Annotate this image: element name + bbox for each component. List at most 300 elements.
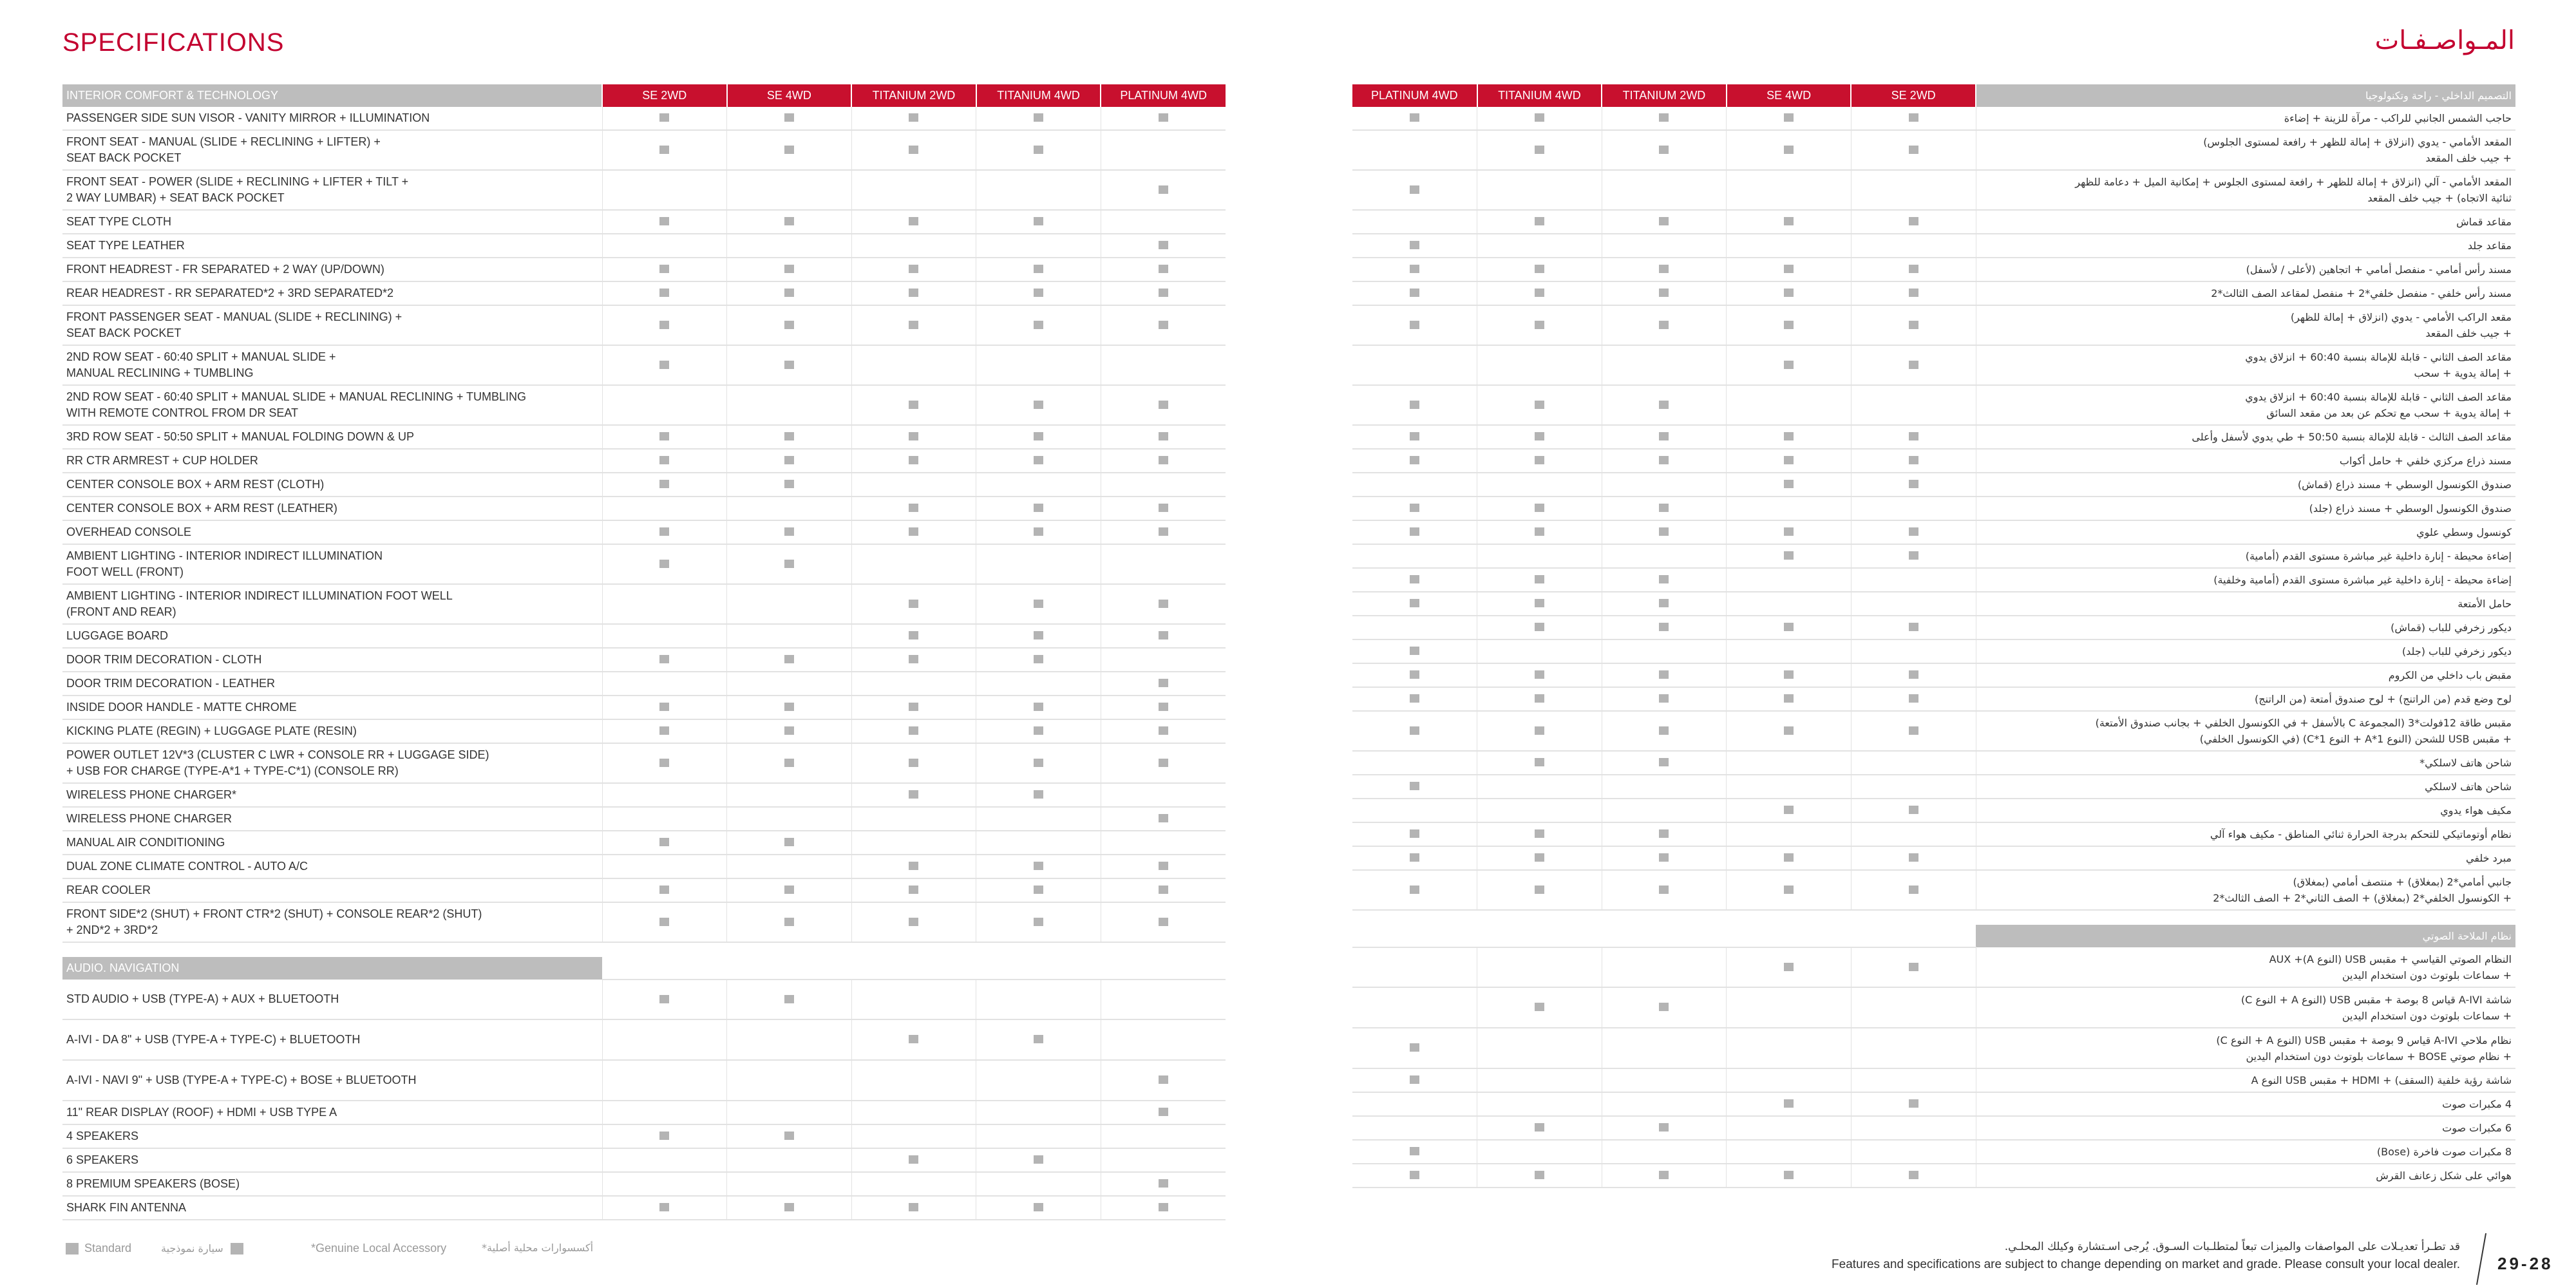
grade-cell xyxy=(1602,846,1727,870)
grade-cell xyxy=(602,258,727,281)
standard-mark-icon xyxy=(1659,1123,1669,1132)
grade-cell xyxy=(602,170,727,210)
grade-cell xyxy=(1352,130,1477,170)
standard-mark-icon xyxy=(1784,623,1794,631)
grade-cell xyxy=(602,345,727,385)
standard-mark-icon xyxy=(909,726,918,735)
grade-cell xyxy=(1602,687,1727,711)
table-row xyxy=(62,902,1226,942)
standard-mark-icon xyxy=(1410,829,1419,838)
grade-cell xyxy=(1352,1164,1477,1188)
grade-cell xyxy=(1101,305,1226,345)
feature-label: المقعد الأمامي - يدوي (انزلاق + إمالة للظهر + رافعة لمستوى الجلوس) + جيب خلف المقعد xyxy=(1976,130,2515,170)
grade-cell xyxy=(1602,799,1727,822)
feature-label: DOOR TRIM DECORATION - CLOTH xyxy=(62,648,602,672)
grade-cell xyxy=(727,719,852,743)
section-gap xyxy=(62,942,1226,957)
grade-cell xyxy=(1602,639,1727,663)
table-row xyxy=(62,1019,1226,1060)
grade-cell xyxy=(1352,1068,1477,1092)
feature-label: 11" REAR DISPLAY (ROOF) + HDMI + USB TYPE A xyxy=(62,1101,602,1124)
grade-cell xyxy=(1727,663,1852,687)
grade-cell xyxy=(1727,1068,1852,1092)
grade-cell xyxy=(1851,775,1976,799)
table-row xyxy=(62,1172,1226,1196)
standard-mark-icon xyxy=(1659,575,1669,583)
footer-divider xyxy=(2476,1233,2486,1285)
standard-mark-icon xyxy=(1159,432,1168,440)
grade-cell xyxy=(727,107,852,130)
table-row xyxy=(1352,1116,2515,1140)
grade-cell xyxy=(851,855,976,878)
grade-cell xyxy=(1477,987,1602,1028)
feature-label: مسند رأس أمامي - منفصل أمامي + اتجاهين (لأعلى / لأسفل) xyxy=(1976,258,2515,281)
grade-cell xyxy=(1851,1092,1976,1116)
grade-cell xyxy=(602,902,727,942)
standard-mark-icon xyxy=(1410,647,1419,655)
grade-cell xyxy=(1477,947,1602,987)
standard-mark-icon xyxy=(1410,694,1419,703)
grade-cell xyxy=(1602,775,1727,799)
grade-header: TITANIUM 2WD xyxy=(851,84,976,107)
standard-mark-icon xyxy=(1659,217,1669,225)
standard-mark-icon xyxy=(784,886,794,894)
grade-cell xyxy=(851,743,976,783)
grade-cell xyxy=(727,497,852,520)
grade-cell xyxy=(602,1060,727,1101)
grade-cell xyxy=(727,385,852,425)
feature-label: صندوق الكونسول الوسطي + مسند ذراع (قماش) xyxy=(1976,473,2515,497)
standard-mark-icon xyxy=(1410,527,1419,536)
grade-cell xyxy=(1477,1068,1602,1092)
standard-mark-icon xyxy=(909,504,918,512)
table-row xyxy=(62,696,1226,719)
grade-cell xyxy=(1101,672,1226,696)
feature-label: AMBIENT LIGHTING - INTERIOR INDIRECT ILLUMINATION FOOT WELL (FRONT AND REAR) xyxy=(62,584,602,624)
standard-mark-icon xyxy=(1659,321,1669,329)
grade-cell xyxy=(1851,281,1976,305)
standard-mark-icon xyxy=(659,726,669,735)
grade-cell xyxy=(976,520,1101,544)
standard-mark-icon xyxy=(1784,361,1794,369)
grade-cell xyxy=(1477,1164,1602,1188)
grade-cell xyxy=(976,831,1101,855)
grade-cell xyxy=(1352,258,1477,281)
standard-mark-icon xyxy=(909,790,918,799)
grade-cell xyxy=(1602,449,1727,473)
standard-mark-icon xyxy=(1909,321,1918,329)
grade-cell xyxy=(1851,544,1976,568)
legend-accessory: *Genuine Local Accessory xyxy=(311,1242,447,1255)
feature-label: نظام ملاحي A-IVI قياس 9 بوصة + مقبس USB (النوع A + النوع C) + نظام صوتي BOSE + سماعات بلوتوث دون استخدام اليدين xyxy=(1976,1028,2515,1068)
standard-mark-icon xyxy=(909,321,918,329)
grade-cell xyxy=(1352,385,1477,425)
standard-mark-icon xyxy=(1659,1003,1669,1011)
feature-label: KICKING PLATE (REGIN) + LUGGAGE PLATE (RESIN) xyxy=(62,719,602,743)
grade-cell xyxy=(1851,846,1976,870)
grade-cell xyxy=(1477,751,1602,775)
standard-mark-icon xyxy=(659,527,669,536)
feature-label: مقاعد الصف الثاني - قابلة للإمالة بنسبة 60:40 + انزلاق يدوي + إمالة يدوية + سحب مع تحكم عن بعد من مقعد السائق xyxy=(1976,385,2515,425)
grade-cell xyxy=(1101,1148,1226,1172)
grade-cell xyxy=(1851,497,1976,520)
grade-cell xyxy=(976,1148,1101,1172)
grade-cell xyxy=(1477,385,1602,425)
feature-label: النظام الصوتي القياسي + مقبس USB (النوع A)+ AUX + سماعات بلوتوث دون استخدام اليدين xyxy=(1976,947,2515,987)
grade-cell xyxy=(602,855,727,878)
grade-cell xyxy=(727,696,852,719)
standard-mark-icon xyxy=(1784,289,1794,297)
grade-cell xyxy=(851,648,976,672)
feature-label: DUAL ZONE CLIMATE CONTROL - AUTO A/C xyxy=(62,855,602,878)
grade-cell xyxy=(602,1124,727,1148)
grade-cell xyxy=(1101,783,1226,807)
grade-cell xyxy=(851,1196,976,1220)
grade-cell xyxy=(602,584,727,624)
grade-cell xyxy=(602,473,727,497)
standard-mark-icon xyxy=(1410,599,1419,607)
grade-cell xyxy=(1602,947,1727,987)
grade-cell xyxy=(1477,1028,1602,1068)
grade-cell xyxy=(1727,687,1852,711)
standard-mark-icon xyxy=(1784,527,1794,536)
standard-mark-icon xyxy=(1535,217,1544,225)
table-row xyxy=(1352,234,2515,258)
grade-cell xyxy=(1727,616,1852,639)
grade-cell xyxy=(727,831,852,855)
table-row xyxy=(62,544,1226,584)
grade-cell xyxy=(851,584,976,624)
legend-standard-arabic xyxy=(161,1242,243,1255)
feature-label: مقاعد الصف الثالث - قابلة للإمالة بنسبة 50:50 + طي يدوي لأسفل وأعلى xyxy=(1976,425,2515,449)
grade-cell xyxy=(1727,568,1852,592)
grade-cell xyxy=(976,544,1101,584)
grade-cell xyxy=(1101,807,1226,831)
grade-cell xyxy=(602,1196,727,1220)
standard-mark-icon xyxy=(659,265,669,273)
grade-cell xyxy=(851,878,976,902)
standard-mark-icon xyxy=(1034,401,1043,409)
grade-cell xyxy=(1101,170,1226,210)
standard-mark-icon xyxy=(1034,504,1043,512)
table-row xyxy=(62,1101,1226,1124)
grade-cell xyxy=(1101,696,1226,719)
feature-label: POWER OUTLET 12V*3 (CLUSTER C LWR + CONSOLE RR + LUGGAGE SIDE) + USB FOR CHARGE (TYPE-A*1 + TYPE-C*1) (CONSOLE RR) xyxy=(62,743,602,783)
grade-cell xyxy=(851,807,976,831)
feature-label: مقاعد الصف الثاني - قابلة للإمالة بنسبة 60:40 + انزلاق يدوي + إمالة يدوية + سحب xyxy=(1976,345,2515,385)
grade-cell xyxy=(976,1019,1101,1060)
table-row xyxy=(62,281,1226,305)
grade-cell xyxy=(1477,345,1602,385)
standard-mark-icon xyxy=(1159,1108,1168,1116)
grade-cell xyxy=(1352,345,1477,385)
grade-cell xyxy=(851,305,976,345)
grade-cell xyxy=(1101,345,1226,385)
grade-cell xyxy=(1352,592,1477,616)
grade-cell xyxy=(976,425,1101,449)
standard-mark-icon xyxy=(784,995,794,1003)
feature-label: إضاءة محيطة - إنارة داخلية غير مباشرة مستوى القدم (أمامية وخلفية) xyxy=(1976,568,2515,592)
standard-mark-icon xyxy=(1659,527,1669,536)
standard-mark-icon xyxy=(1784,853,1794,862)
grade-cell xyxy=(1851,616,1976,639)
standard-mark-icon xyxy=(784,527,794,536)
standard-mark-icon xyxy=(659,918,669,926)
grade-cell xyxy=(1477,616,1602,639)
standard-mark-icon xyxy=(659,886,669,894)
grade-cell xyxy=(1352,987,1477,1028)
grade-cell xyxy=(1352,751,1477,775)
table-row xyxy=(1352,711,2515,751)
grade-cell xyxy=(1602,520,1727,544)
grade-cell xyxy=(1602,210,1727,234)
table-row xyxy=(1352,1140,2515,1164)
feature-label: مبرد خلفي xyxy=(1976,846,2515,870)
grade-cell xyxy=(1101,210,1226,234)
grade-cell xyxy=(727,544,852,584)
grade-cell xyxy=(1101,855,1226,878)
standard-mark-icon xyxy=(659,321,669,329)
feature-label: SEAT TYPE LEATHER xyxy=(62,234,602,258)
footnote-english: Features and specifications are subject to change depending on market and grade. Please consult your local dealer. xyxy=(1832,1258,2460,1271)
grade-cell xyxy=(976,1196,1101,1220)
table-row xyxy=(62,210,1226,234)
page-title-arabic: المـواصـفـات xyxy=(2374,26,2515,55)
grade-cell xyxy=(851,902,976,942)
feature-label: ديكور زخرفي للباب (جلد) xyxy=(1976,639,2515,663)
standard-mark-icon xyxy=(1784,456,1794,464)
grade-cell xyxy=(976,696,1101,719)
standard-mark-icon xyxy=(1535,1171,1544,1179)
grade-cell xyxy=(1477,799,1602,822)
grade-cell xyxy=(1602,473,1727,497)
grade-cell xyxy=(1101,1124,1226,1148)
grade-cell xyxy=(727,624,852,648)
grade-cell xyxy=(1851,687,1976,711)
grade-cell xyxy=(1101,130,1226,170)
grade-cell xyxy=(976,1124,1101,1148)
standard-mark-icon xyxy=(909,600,918,608)
standard-mark-icon xyxy=(1410,265,1419,273)
grade-cell xyxy=(1851,170,1976,210)
standard-mark-icon xyxy=(784,456,794,464)
standard-mark-icon xyxy=(909,1203,918,1211)
feature-label: RR CTR ARMREST + CUP HOLDER xyxy=(62,449,602,473)
grade-cell xyxy=(602,696,727,719)
standard-mark-icon xyxy=(1909,456,1918,464)
grade-cell xyxy=(1851,130,1976,170)
table-row xyxy=(62,719,1226,743)
grade-cell xyxy=(602,719,727,743)
standard-mark-icon xyxy=(659,361,669,369)
standard-mark-icon xyxy=(1410,726,1419,735)
grade-cell xyxy=(602,449,727,473)
grade-cell xyxy=(1101,385,1226,425)
grade-cell xyxy=(851,258,976,281)
grade-cell xyxy=(1101,878,1226,902)
grade-cell xyxy=(1851,663,1976,687)
grade-cell xyxy=(851,107,976,130)
grade-cell xyxy=(1851,568,1976,592)
grade-cell xyxy=(1352,616,1477,639)
feature-label: FRONT SEAT - MANUAL (SLIDE + RECLINING + LIFTER) + SEAT BACK POCKET xyxy=(62,130,602,170)
grade-cell xyxy=(1352,822,1477,846)
grade-cell xyxy=(1477,846,1602,870)
feature-label: 2ND ROW SEAT - 60:40 SPLIT + MANUAL SLIDE + MANUAL RECLINING + TUMBLING xyxy=(62,345,602,385)
standard-mark-icon xyxy=(1784,886,1794,894)
standard-mark-icon xyxy=(1410,456,1419,464)
legend-accessory-arabic: *أكسسوارات محلية أصلية xyxy=(482,1242,594,1254)
standard-mark-icon xyxy=(1034,289,1043,297)
page-numbers: 29-28 xyxy=(2497,1254,2553,1273)
standard-mark-icon xyxy=(1410,670,1419,679)
grade-cell xyxy=(1727,305,1852,345)
grade-cell xyxy=(1101,719,1226,743)
grade-cell xyxy=(727,210,852,234)
feature-label: مقاعد قماش xyxy=(1976,210,2515,234)
standard-mark-icon xyxy=(1659,432,1669,440)
standard-mark-icon xyxy=(1535,113,1544,122)
standard-mark-icon xyxy=(784,1132,794,1140)
grade-cell xyxy=(1727,281,1852,305)
standard-mark-icon xyxy=(1535,599,1544,607)
standard-mark-icon xyxy=(1535,853,1544,862)
standard-mark-icon xyxy=(1159,401,1168,409)
standard-mark-icon xyxy=(1034,456,1043,464)
grade-cell xyxy=(851,170,976,210)
table-row xyxy=(1352,473,2515,497)
table-row xyxy=(62,497,1226,520)
grade-cell xyxy=(1477,639,1602,663)
grade-cell xyxy=(1602,107,1727,130)
grade-cell xyxy=(976,210,1101,234)
standard-mark-icon xyxy=(1034,1203,1043,1211)
standard-mark-icon xyxy=(1909,289,1918,297)
grade-cell xyxy=(1477,258,1602,281)
grade-cell xyxy=(1352,520,1477,544)
grade-cell xyxy=(727,281,852,305)
table-row xyxy=(1352,568,2515,592)
standard-mark-icon xyxy=(1784,726,1794,735)
spec-table-arabic xyxy=(1352,84,2515,1188)
grade-cell xyxy=(1352,281,1477,305)
grade-cell xyxy=(1602,1140,1727,1164)
table-row xyxy=(62,107,1226,130)
grade-cell xyxy=(976,855,1101,878)
grade-cell xyxy=(1477,1140,1602,1164)
standard-mark-icon xyxy=(1410,575,1419,583)
grade-cell xyxy=(976,234,1101,258)
table-row xyxy=(1352,520,2515,544)
grade-cell xyxy=(851,281,976,305)
table-row xyxy=(1352,987,2515,1028)
feature-label: 4 مكبرات صوت xyxy=(1976,1092,2515,1116)
grade-cell xyxy=(1352,425,1477,449)
grade-cell xyxy=(1477,1092,1602,1116)
standard-mark-icon xyxy=(659,655,669,663)
grade-cell xyxy=(1477,544,1602,568)
grade-cell xyxy=(602,234,727,258)
standard-mark-icon xyxy=(1659,1171,1669,1179)
grade-cell xyxy=(1727,234,1852,258)
grade-cell xyxy=(976,305,1101,345)
grade-cell xyxy=(1851,258,1976,281)
standard-mark-icon xyxy=(1410,321,1419,329)
grade-cell xyxy=(1477,425,1602,449)
standard-mark-icon xyxy=(1159,918,1168,926)
grade-cell xyxy=(1602,987,1727,1028)
grade-cell xyxy=(727,902,852,942)
table-row xyxy=(62,648,1226,672)
grade-cell xyxy=(976,345,1101,385)
standard-mark-icon xyxy=(1159,527,1168,536)
grade-header: TITANIUM 4WD xyxy=(976,84,1101,107)
grade-cell xyxy=(602,497,727,520)
feature-label: INSIDE DOOR HANDLE - MATTE CHROME xyxy=(62,696,602,719)
standard-mark-icon xyxy=(659,703,669,711)
grade-cell xyxy=(727,425,852,449)
grade-cell xyxy=(1727,870,1852,910)
standard-mark-icon xyxy=(1659,758,1669,766)
standard-mark-icon xyxy=(1034,790,1043,799)
standard-mark-icon xyxy=(1159,886,1168,894)
standard-mark-icon xyxy=(1659,265,1669,273)
table-row xyxy=(1352,449,2515,473)
standard-mark-icon xyxy=(1909,361,1918,369)
standard-mark-icon xyxy=(1159,726,1168,735)
feature-label: 6 مكبرات صوت xyxy=(1976,1116,2515,1140)
grade-cell xyxy=(727,980,852,1019)
table-row xyxy=(62,385,1226,425)
grade-cell xyxy=(727,878,852,902)
standard-mark-icon xyxy=(1659,113,1669,122)
standard-mark-icon xyxy=(909,655,918,663)
grade-cell xyxy=(1851,385,1976,425)
table-row xyxy=(1352,210,2515,234)
standard-mark-icon xyxy=(659,560,669,568)
spacer xyxy=(62,942,1226,957)
grade-cell xyxy=(602,210,727,234)
feature-label: SEAT TYPE CLOTH xyxy=(62,210,602,234)
feature-label: مسند رأس خلفي - منفصل خلفي*2 + منفصل لمقاعد الصف الثالث*2 xyxy=(1976,281,2515,305)
grade-cell xyxy=(602,281,727,305)
standard-mark-icon xyxy=(1159,759,1168,767)
standard-mark-icon xyxy=(1909,265,1918,273)
feature-label: 8 مكبرات صوت فاخرة (Bose) xyxy=(1976,1140,2515,1164)
grade-cell xyxy=(851,497,976,520)
table-row xyxy=(62,624,1226,648)
grade-cell xyxy=(1602,497,1727,520)
standard-mark-icon xyxy=(1159,862,1168,870)
grade-cell xyxy=(1352,1092,1477,1116)
standard-mark-icon xyxy=(1410,1171,1419,1179)
grade-cell xyxy=(1352,305,1477,345)
feature-label: 8 PREMIUM SPEAKERS (BOSE) xyxy=(62,1172,602,1196)
grade-cell xyxy=(1727,345,1852,385)
grade-cell xyxy=(851,544,976,584)
feature-label: هوائي على شكل زعانف القرش xyxy=(1976,1164,2515,1188)
grade-cell xyxy=(727,170,852,210)
grade-cell xyxy=(1101,1196,1226,1220)
feature-label: WIRELESS PHONE CHARGER* xyxy=(62,783,602,807)
grade-cell xyxy=(1477,497,1602,520)
standard-mark-icon xyxy=(1784,806,1794,814)
grade-cell xyxy=(976,1101,1101,1124)
grade-cell xyxy=(1352,497,1477,520)
grade-cell xyxy=(1352,449,1477,473)
grade-cell xyxy=(1477,775,1602,799)
grade-cell xyxy=(851,1172,976,1196)
